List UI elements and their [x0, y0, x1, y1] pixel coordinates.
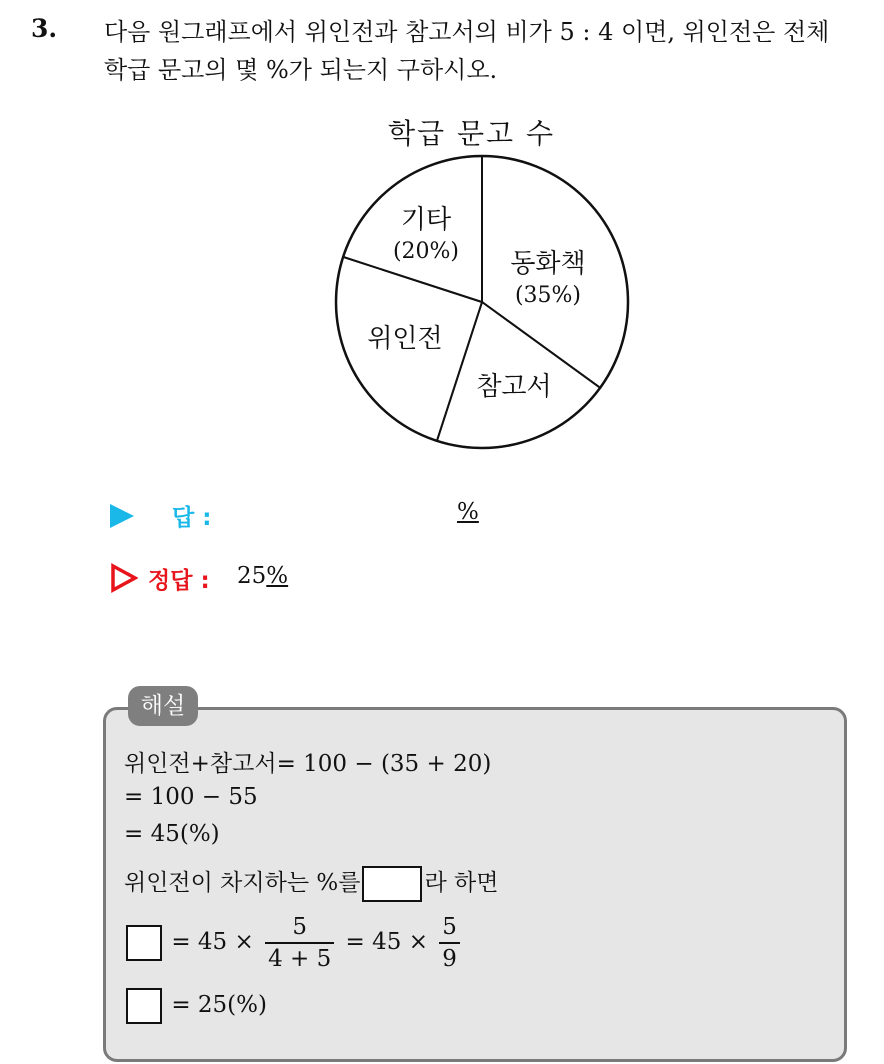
solution-line-6-text: = 25(%)	[171, 992, 267, 1018]
blank-box	[126, 925, 162, 961]
correct-answer-row	[110, 560, 510, 596]
blank-box	[362, 866, 422, 902]
answer-label: 답 :	[172, 505, 212, 531]
solution-line-6	[124, 988, 267, 1024]
solution-line-5-a: = 45 ×	[171, 929, 254, 955]
answer-unit: %	[457, 499, 479, 525]
fraction-2-denominator: 9	[442, 946, 457, 972]
solution-line-1: 위인전+참고서= 100 − (35 + 20)	[124, 751, 492, 777]
correct-value	[237, 563, 288, 589]
solution-line-4-suffix: 라 하면	[424, 870, 499, 896]
correct-number: 25	[237, 563, 267, 589]
pie-pct-fairytale: (35%)	[514, 283, 582, 308]
pie-label-fairytale: 동화책	[510, 249, 586, 279]
correct-unit: %	[266, 563, 289, 589]
solution-line-5-b: = 45 ×	[345, 929, 428, 955]
question-line-2: 학급 문고의 몇 %가 되는지 구하시오.	[104, 56, 498, 84]
outline-arrow-icon	[110, 563, 138, 593]
fraction-1	[265, 912, 334, 974]
pie-pct-other: (20%)	[392, 239, 460, 264]
pie-label-reference: 참고서	[476, 372, 552, 402]
play-arrow-icon	[110, 504, 134, 528]
chart-title: 학급 문고 수	[388, 117, 556, 150]
fraction-2	[439, 912, 460, 974]
correct-label: 정답 :	[148, 568, 210, 594]
solution-line-2: = 100 − 55	[124, 784, 258, 810]
fraction-2-numerator: 5	[439, 912, 460, 944]
solution-line-4-text: 위인전이 차지하는 %를	[124, 870, 361, 896]
question-text	[104, 13, 874, 89]
question-line-1: 다음 원그래프에서 위인전과 참고서의 비가 5 : 4 이면, 위인전은 전체	[104, 18, 830, 46]
blank-box	[126, 988, 162, 1024]
solution-line-5	[124, 912, 464, 974]
fraction-1-denominator: 4 + 5	[268, 946, 332, 972]
solution-tag: 해설	[128, 686, 198, 726]
question-number: 3.	[31, 14, 58, 43]
solution-line-4	[124, 864, 498, 902]
pie-label-biography: 위인전	[367, 324, 443, 354]
pie-slices	[336, 156, 628, 448]
solution-line-3: = 45(%)	[124, 821, 220, 847]
pie-chart	[330, 150, 640, 450]
pie-label-other: 기타	[400, 205, 452, 235]
answer-row	[110, 497, 610, 533]
fraction-1-numerator: 5	[265, 912, 334, 944]
